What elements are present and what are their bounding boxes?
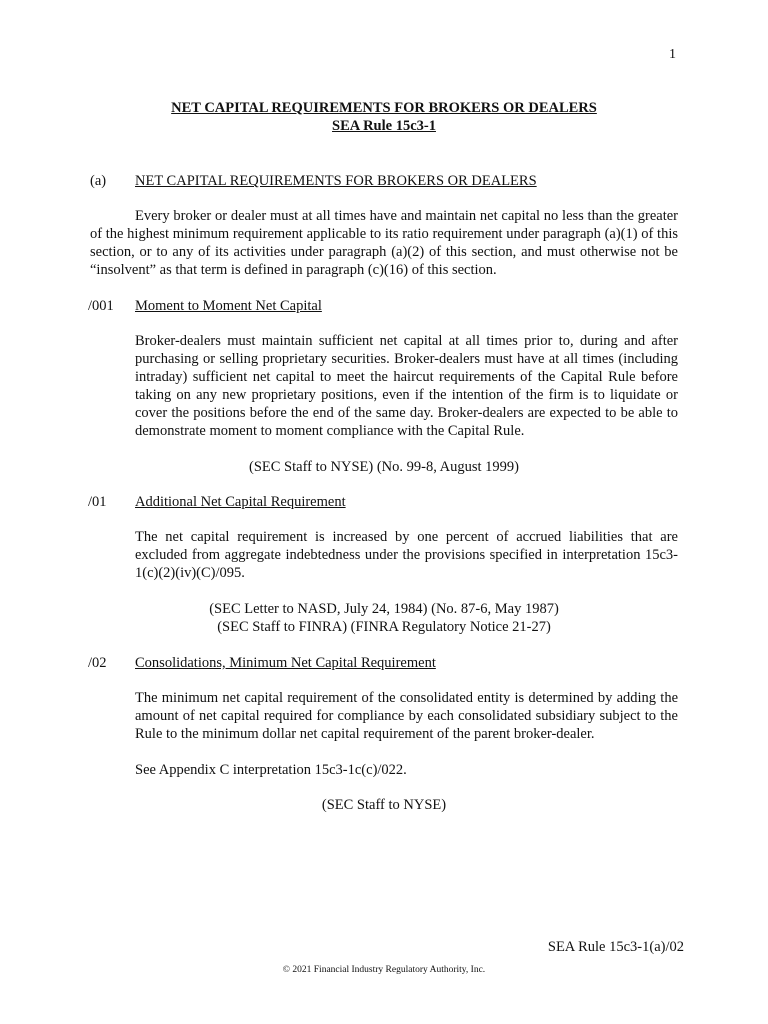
section-001-heading: Moment to Moment Net Capital bbox=[135, 298, 322, 314]
section-a-body: Every broker or dealer must at all times have and maintain net capital no less than the greater of the highest minimum requirement applicable to its ratio requirement under paragraph (a)(1) of this section, or to any of its activities under paragraph (a)(2) of this section, and must otherwise not be “insolvent” as that term is defined in paragraph (c)(16) of this section. bbox=[90, 208, 678, 278]
section-a-heading: NET CAPITAL REQUIREMENTS FOR BROKERS OR DEALERS bbox=[135, 173, 537, 189]
section-001-citation: (SEC Staff to NYSE) (No. 99-8, August 1999) bbox=[249, 459, 519, 475]
section-01-heading: Additional Net Capital Requirement bbox=[135, 494, 346, 510]
section-a-label: (a) bbox=[90, 173, 107, 189]
document-title bbox=[0, 99, 768, 135]
section-02-heading: Consolidations, Minimum Net Capital Requirement bbox=[135, 655, 436, 671]
page-number: 1 bbox=[669, 47, 676, 62]
section-02-see-also: See Appendix C interpretation 15c3-1c(c)/022. bbox=[135, 762, 407, 778]
section-01-citation-2: (SEC Staff to FINRA) (FINRA Regulatory Notice 21-27) bbox=[217, 619, 551, 635]
section-02-citation: (SEC Staff to NYSE) bbox=[321, 797, 447, 813]
footer-copyright: © 2021 Financial Industry Regulatory Authority, Inc. bbox=[282, 965, 486, 975]
section-001-body: Broker-dealers must maintain sufficient net capital at all times prior to, during and after purchasing or selling proprietary securities. Broker-dealers must have at all times (including intraday) sufficient net capital to meet the haircut requirements of the Capital Rule before taking on any new proprietary positions, even if the intention of the firm is to liquidate or cover the positions before the end of the same day. Broker-dealers are expected to be able to demonstrate moment to moment compliance with the Capital Rule. bbox=[135, 333, 678, 439]
section-02-body: The minimum net capital requirement of the consolidated entity is determined by adding the amount of net capital required for compliance by each consolidated subsidiary subject to the Rule to the minimum dollar net capital requirement of the parent broker-dealer. bbox=[135, 690, 678, 742]
section-01-label: /01 bbox=[88, 494, 107, 510]
section-02-label: /02 bbox=[88, 655, 107, 671]
section-01-citation-1: (SEC Letter to NASD, July 24, 1984) (No. 87-6, May 1987) bbox=[209, 601, 559, 617]
footer-rule-reference: SEA Rule 15c3-1(a)/02 bbox=[547, 939, 684, 955]
title-line-2: SEA Rule 15c3-1 bbox=[332, 118, 436, 134]
section-001-label: /001 bbox=[88, 298, 114, 314]
section-01-body: The net capital requirement is increased by one percent of accrued liabilities that are excluded from aggregate indebtedness under the provisions specified in interpretation 15c3-1(c)(2)(iv)(C)/095. bbox=[135, 529, 678, 581]
title-line-1: NET CAPITAL REQUIREMENTS FOR BROKERS OR DEALERS bbox=[171, 100, 597, 116]
